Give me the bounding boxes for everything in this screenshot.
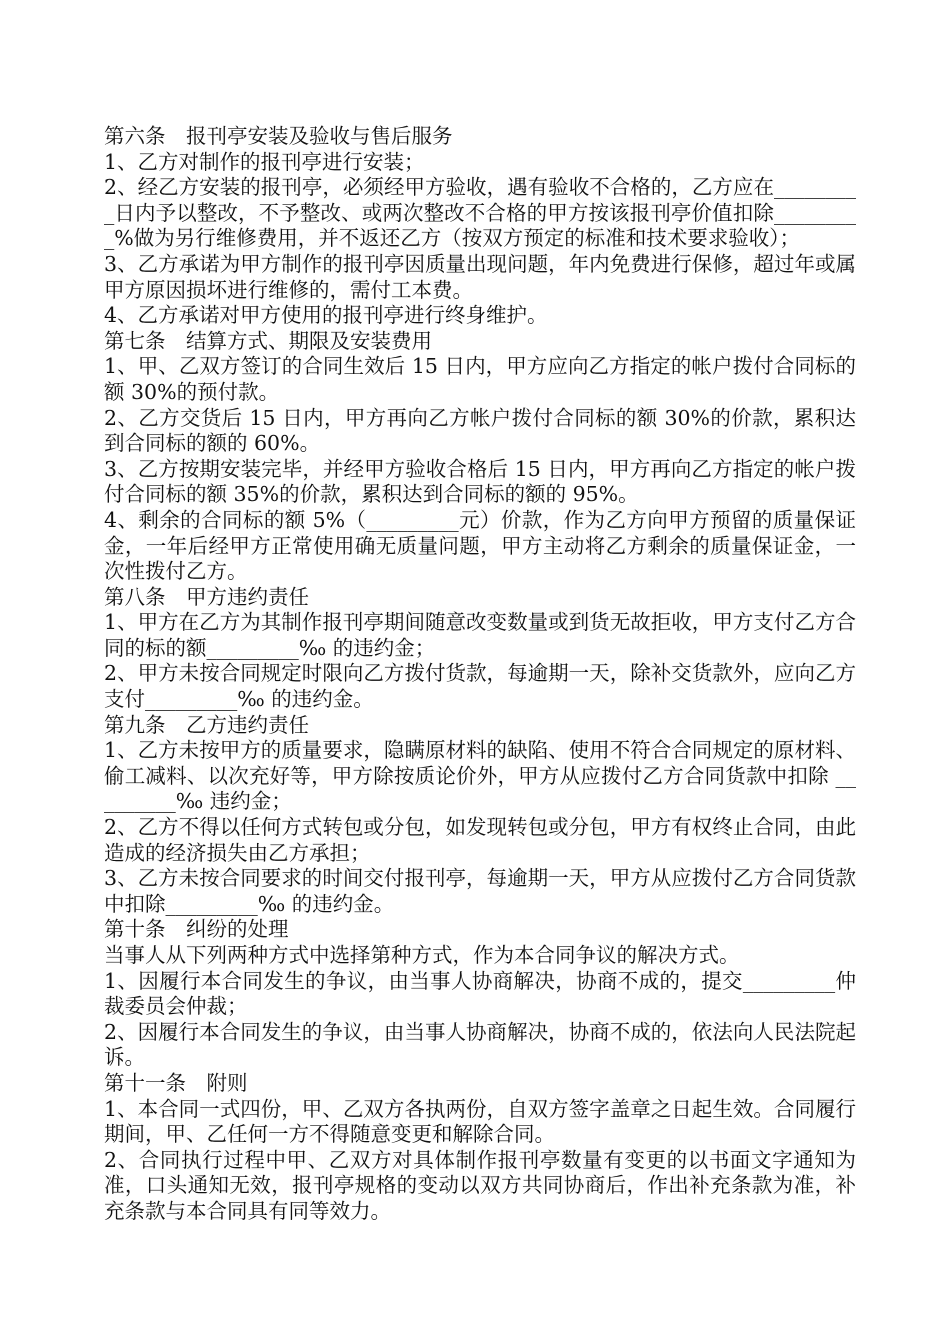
section-heading-article-10: 第十条 纠纷的处理 [104, 917, 289, 942]
section-heading-article-7: 第七条 结算方式、期限及安装费用 [104, 328, 432, 353]
clause-6-2: 2、经乙方安装的报刊亭，必须经甲方验收，遇有验收不合格的，乙方应在_________日内予以整改，不予整改、或两次整改不合格的甲方按该报刊亭价值扣除_________%做为另行维修费用，并不返还乙方（按双方预定的标准和技术要求验收）； [104, 175, 856, 251]
clause-10-intro: 当事人从下列两种方式中选择第种方式，作为本合同争议的解决方式。 [104, 943, 740, 967]
section-heading-article-8: 第八条 甲方违约责任 [104, 584, 309, 609]
clause-10-2: 2、因履行本合同发生的争议，由当事人协商解决，协商不成的，依法向人民法院起诉。 [104, 1019, 856, 1070]
section-heading-article-9: 第九条 乙方违约责任 [104, 712, 309, 737]
clause-7-3: 3、乙方按期安装完毕，并经甲方验收合格后 15 日内，甲方再向乙方指定的帐户拨付合同标的额 35%的价款，累积达到合同标的额的 95%。 [104, 456, 856, 507]
clause-10-1: 1、因履行本合同发生的争议，由当事人协商解决，协商不成的，提交_________仲裁委员会仲裁； [104, 968, 856, 1019]
clause-9-2: 2、乙方不得以任何方式转包或分包，如发现转包或分包，甲方有权终止合同，由此造成的经济损失由乙方承担； [104, 815, 856, 865]
clause-9-1: 1、乙方未按甲方的质量要求，隐瞒原材料的缺陷、使用不符合合同规定的原材料、偷工减料、以次充好等，甲方除按质论价外，甲方从应拨付乙方合同货款中扣除 _________‰ 违约金； [104, 738, 856, 814]
clause-7-4: 4、剩余的合同标的额 5%（_________元）价款，作为乙方向甲方预留的质量保证金，一年后经甲方正常使用确无质量问题，甲方主动将乙方剩余的质量保证金，一次性拨付乙方。 [104, 507, 856, 584]
clause-7-2: 2、乙方交货后 15 日内，甲方再向乙方帐户拨付合同标的额 30%的价款，累积达到合同标的额的 60%。 [104, 405, 856, 456]
section-heading-article-6: 第六条 报刊亭安装及验收与售后服务 [104, 124, 453, 148]
clause-11-2: 2、合同执行过程中甲、乙双方对具体制作报刊亭数量有变更的以书面文字通知为准，口头通知无效，报刊亭规格的变动以双方共同协商后，作出补充条款为准，补充条款与本合同具有同等效力。 [104, 1147, 856, 1223]
section-heading-article-11: 第十一条 附则 [104, 1070, 248, 1095]
clause-8-2: 2、甲方未按合同规定时限向乙方拨付货款，每逾期一天，除补交货款外，应向乙方支付_________‰ 的违约金。 [104, 661, 856, 712]
document-body [104, 124, 856, 1225]
clause-9-3: 3、乙方未按合同要求的时间交付报刊亭，每逾期一天，甲方从应拨付乙方合同货款中扣除_________‰ 的违约金。 [104, 866, 856, 916]
clause-7-1: 1、甲、乙双方签订的合同生效后 15 日内，甲方应向乙方指定的帐户拨付合同标的额 30%的预付款。 [104, 354, 856, 404]
clause-6-4: 4、乙方承诺对甲方使用的报刊亭进行终身维护。 [104, 303, 548, 328]
clause-11-1: 1、本合同一式四份，甲、乙双方各执两份，自双方签字盖章之日起生效。合同履行期间，甲、乙任何一方不得随意变更和解除合同。 [104, 1096, 856, 1147]
clause-6-1: 1、乙方对制作的报刊亭进行安装； [104, 149, 425, 174]
clause-8-1: 1、甲方在乙方为其制作报刊亭期间随意改变数量或到货无故拒收，甲方支付乙方合同的标的额_________‰ 的违约金； [104, 610, 856, 660]
clause-6-3: 3、乙方承诺为甲方制作的报刊亭因质量出现问题，年内免费进行保修，超过年或属甲方原因损坏进行维修的，需付工本费。 [104, 251, 856, 302]
